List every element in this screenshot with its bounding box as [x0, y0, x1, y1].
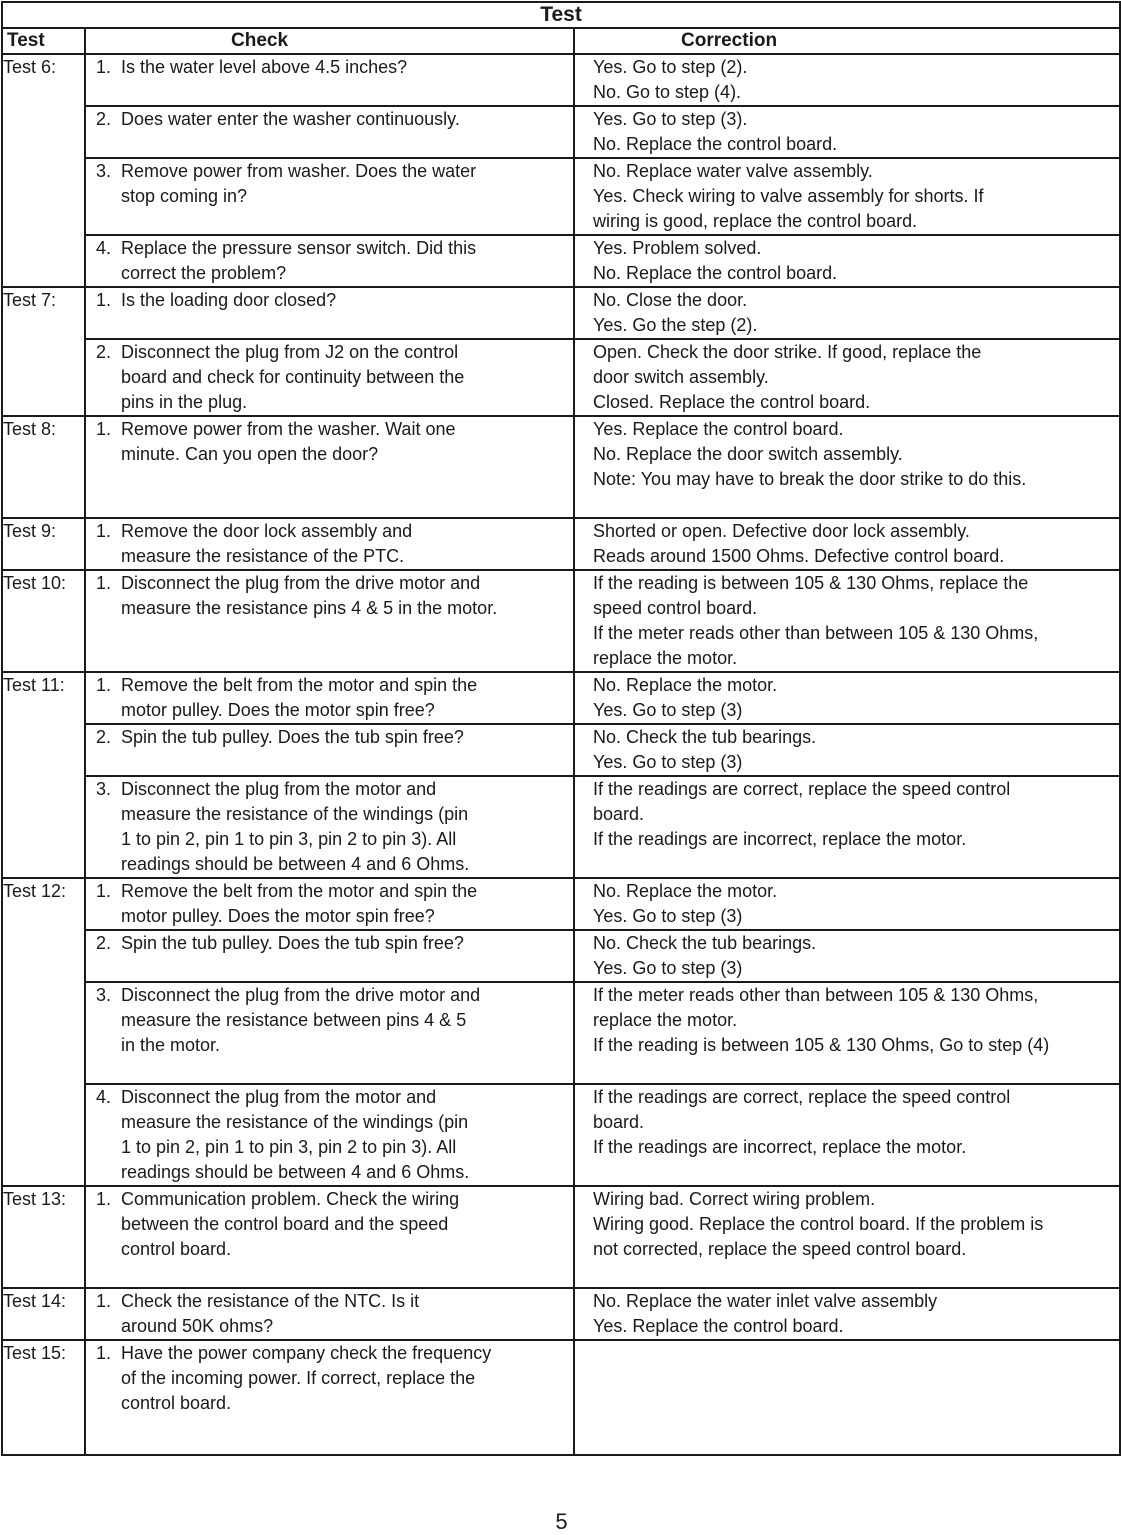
check-cell: [85, 570, 574, 672]
check-text: Spin the tub pulley. Does the tub spin free?: [121, 933, 464, 953]
table-row: [2, 416, 1120, 518]
check-cell: [85, 982, 574, 1084]
correction-cell: [574, 672, 1120, 724]
correction-text: Wiring good. Replace the control board. If the problem is: [593, 1214, 1044, 1234]
check-text: motor pulley. Does the motor spin free?: [121, 700, 435, 720]
check-text: board and check for continuity between the: [121, 367, 465, 387]
check-text: stop coming in?: [121, 186, 248, 206]
table-row: [2, 776, 1120, 878]
check-cell: [85, 1084, 574, 1186]
step-number: 3.: [96, 779, 112, 799]
check-cell: [85, 287, 574, 339]
check-text: measure the resistance between pins 4 & 5: [121, 1010, 467, 1030]
check-text: Disconnect the plug from the motor and: [121, 1087, 437, 1107]
correction-cell: [574, 339, 1120, 416]
check-text: Communication problem. Check the wiring: [121, 1189, 460, 1209]
table-row: [2, 672, 1120, 724]
correction-text: Yes. Go to step (3).: [593, 109, 748, 129]
step-number: 3.: [96, 161, 112, 181]
correction-text: Closed. Replace the control board.: [593, 392, 871, 412]
check-text: in the motor.: [121, 1035, 221, 1055]
step-number: 3.: [96, 985, 112, 1005]
check-text: Remove the door lock assembly and: [121, 521, 413, 541]
step-number: 1.: [96, 1189, 112, 1209]
check-cell: [85, 518, 574, 570]
header-check: Check: [85, 28, 574, 54]
header-correction: Correction: [574, 28, 1120, 54]
step-number: 2.: [96, 933, 112, 953]
check-text: minute. Can you open the door?: [121, 444, 379, 464]
test-table: [1, 1, 1121, 1456]
check-text: Spin the tub pulley. Does the tub spin free?: [121, 727, 464, 747]
table-row: [2, 158, 1120, 235]
test-rows: [2, 54, 1120, 1455]
table-row: [2, 724, 1120, 776]
correction-text: No. Replace the control board.: [593, 134, 838, 154]
test-label: Test 6:: [2, 54, 85, 287]
check-cell: [85, 1186, 574, 1288]
correction-text: If the readings are correct, replace the speed control: [593, 779, 1011, 799]
check-text: Is the loading door closed?: [121, 290, 337, 310]
check-text: of the incoming power. If correct, replace the: [121, 1368, 476, 1388]
correction-cell: [574, 235, 1120, 287]
correction-text: speed control board.: [593, 598, 758, 618]
test-label: Test 12:: [2, 878, 85, 1186]
check-text: control board.: [121, 1393, 232, 1413]
correction-text: Yes. Problem solved.: [593, 238, 762, 258]
table-row: [2, 982, 1120, 1084]
correction-text: Yes. Go to step (3): [593, 752, 743, 772]
correction-cell: [574, 724, 1120, 776]
step-number: 1.: [96, 881, 112, 901]
correction-cell: [574, 1084, 1120, 1186]
correction-cell: [574, 1288, 1120, 1340]
correction-cell: [574, 158, 1120, 235]
table-row: [2, 235, 1120, 287]
table-row: [2, 930, 1120, 982]
step-number: 1.: [96, 675, 112, 695]
table-row: [2, 287, 1120, 339]
table-row: [2, 1084, 1120, 1186]
check-text: Remove power from washer. Does the water: [121, 161, 477, 181]
correction-text: Yes. Go to step (2).: [593, 57, 748, 77]
check-cell: [85, 158, 574, 235]
check-text: measure the resistance of the windings (pin: [121, 804, 469, 824]
correction-cell: [574, 54, 1120, 106]
step-number: 1.: [96, 1343, 112, 1363]
step-number: 1.: [96, 290, 112, 310]
table-row: [2, 1288, 1120, 1340]
check-cell: [85, 878, 574, 930]
table-row: [2, 518, 1120, 570]
troubleshooting-document: [1, 1, 1119, 1534]
correction-text: Wiring bad. Correct wiring problem.: [593, 1189, 876, 1209]
table-row: [2, 106, 1120, 158]
correction-text: No. Replace the motor.: [593, 675, 778, 695]
check-text: readings should be between 4 and 6 Ohms.: [121, 1162, 470, 1182]
correction-text: If the meter reads other than between 105 & 130 Ohms,: [593, 623, 1039, 643]
correction-text: door switch assembly.: [593, 367, 769, 387]
correction-text: If the readings are incorrect, replace the motor.: [593, 829, 967, 849]
table-row: [2, 1186, 1120, 1288]
correction-text: If the meter reads other than between 105 & 130 Ohms,: [593, 985, 1039, 1005]
check-cell: [85, 416, 574, 518]
check-cell: [85, 930, 574, 982]
correction-text: board.: [593, 804, 645, 824]
correction-text: No. Check the tub bearings.: [593, 933, 817, 953]
correction-text: If the readings are incorrect, replace the motor.: [593, 1137, 967, 1157]
check-text: around 50K ohms?: [121, 1316, 274, 1336]
step-number: 1.: [96, 57, 112, 77]
check-cell: [85, 235, 574, 287]
check-text: pins in the plug.: [121, 392, 248, 412]
test-label: Test 7:: [2, 287, 85, 416]
check-text: Replace the pressure sensor switch. Did this: [121, 238, 477, 258]
correction-cell: [574, 416, 1120, 518]
correction-cell: [574, 518, 1120, 570]
correction-text: Shorted or open. Defective door lock assembly.: [593, 521, 970, 541]
step-number: 1.: [96, 521, 112, 541]
page-number: 5: [555, 1509, 568, 1534]
check-text: Disconnect the plug from J2 on the control: [121, 342, 459, 362]
check-text: Is the water level above 4.5 inches?: [121, 57, 408, 77]
correction-cell: [574, 1186, 1120, 1288]
correction-cell: [574, 570, 1120, 672]
correction-text: Yes. Go to step (3): [593, 906, 743, 926]
check-text: Does water enter the washer continuously.: [121, 109, 460, 129]
correction-text: No. Replace water valve assembly.: [593, 161, 873, 181]
check-text: Remove power from the washer. Wait one: [121, 419, 456, 439]
header-test: Test: [2, 28, 85, 54]
correction-text: Yes. Check wiring to valve assembly for shorts. If: [593, 186, 984, 206]
correction-text: Yes. Go to step (3): [593, 958, 743, 978]
correction-text: not corrected, replace the speed control board.: [593, 1239, 967, 1259]
table-row: [2, 339, 1120, 416]
check-text: readings should be between 4 and 6 Ohms.: [121, 854, 470, 874]
correction-text: replace the motor.: [593, 1010, 738, 1030]
check-text: measure the resistance of the windings (pin: [121, 1112, 469, 1132]
correction-text: Yes. Replace the control board.: [593, 419, 844, 439]
correction-cell: [574, 287, 1120, 339]
step-number: 1.: [96, 1291, 112, 1311]
check-cell: [85, 106, 574, 158]
correction-text: No. Replace the water inlet valve assembly: [593, 1291, 938, 1311]
correction-text: Yes. Go to step (3): [593, 700, 743, 720]
check-cell: [85, 672, 574, 724]
table-row: [2, 878, 1120, 930]
correction-cell: [574, 930, 1120, 982]
correction-cell: [574, 878, 1120, 930]
step-number: 2.: [96, 109, 112, 129]
step-number: 4.: [96, 238, 112, 258]
check-text: Check the resistance of the NTC. Is it: [121, 1291, 420, 1311]
correction-text: Open. Check the door strike. If good, replace the: [593, 342, 982, 362]
check-text: Have the power company check the frequency: [121, 1343, 492, 1363]
check-text: Disconnect the plug from the drive motor and: [121, 985, 481, 1005]
correction-text: Note: You may have to break the door strike to do this.: [593, 469, 1027, 489]
correction-text: wiring is good, replace the control board.: [593, 211, 918, 231]
check-cell: [85, 1340, 574, 1455]
step-number: 4.: [96, 1087, 112, 1107]
check-text: control board.: [121, 1239, 232, 1259]
step-number: 2.: [96, 727, 112, 747]
step-number: 1.: [96, 419, 112, 439]
check-cell: [85, 1288, 574, 1340]
test-label: Test 10:: [2, 570, 85, 672]
correction-cell: [574, 776, 1120, 878]
check-text: 1 to pin 2, pin 1 to pin 3, pin 2 to pin 3). All: [121, 829, 457, 849]
check-text: Remove the belt from the motor and spin the: [121, 881, 478, 901]
test-label: Test 11:: [2, 672, 85, 878]
check-text: between the control board and the speed: [121, 1214, 449, 1234]
correction-cell: [574, 106, 1120, 158]
correction-text: If the reading is between 105 & 130 Ohms, Go to step (4): [593, 1035, 1050, 1055]
correction-text: Yes. Replace the control board.: [593, 1316, 844, 1336]
test-label: Test 9:: [2, 518, 85, 570]
test-label: Test 15:: [2, 1340, 85, 1455]
test-label: Test 8:: [2, 416, 85, 518]
correction-text: No. Replace the motor.: [593, 881, 778, 901]
table-row: [2, 54, 1120, 106]
check-text: measure the resistance of the PTC.: [121, 546, 405, 566]
check-cell: [85, 339, 574, 416]
table-row: [2, 570, 1120, 672]
check-cell: [85, 724, 574, 776]
check-cell: [85, 54, 574, 106]
correction-text: Yes. Go the step (2).: [593, 315, 758, 335]
correction-text: If the reading is between 105 & 130 Ohms, replace the: [593, 573, 1029, 593]
correction-text: replace the motor.: [593, 648, 738, 668]
check-text: Disconnect the plug from the motor and: [121, 779, 437, 799]
check-text: 1 to pin 2, pin 1 to pin 3, pin 2 to pin 3). All: [121, 1137, 457, 1157]
correction-text: Reads around 1500 Ohms. Defective control board.: [593, 546, 1005, 566]
correction-text: No. Replace the door switch assembly.: [593, 444, 903, 464]
check-text: measure the resistance pins 4 & 5 in the motor.: [121, 598, 498, 618]
table-row: [2, 1340, 1120, 1455]
correction-text: No. Close the door.: [593, 290, 748, 310]
check-text: motor pulley. Does the motor spin free?: [121, 906, 435, 926]
check-text: correct the problem?: [121, 263, 287, 283]
correction-cell: [574, 982, 1120, 1084]
test-label: Test 14:: [2, 1288, 85, 1340]
test-label: Test 13:: [2, 1186, 85, 1288]
correction-text: No. Replace the control board.: [593, 263, 838, 283]
table-title: Test: [2, 2, 1120, 28]
check-text: Disconnect the plug from the drive motor and: [121, 573, 481, 593]
correction-text: No. Check the tub bearings.: [593, 727, 817, 747]
step-number: 2.: [96, 342, 112, 362]
check-text: Remove the belt from the motor and spin the: [121, 675, 478, 695]
correction-text: No. Go to step (4).: [593, 82, 742, 102]
header-row: [2, 28, 1120, 54]
correction-text: If the readings are correct, replace the speed control: [593, 1087, 1011, 1107]
correction-cell: [574, 1340, 1120, 1455]
step-number: 1.: [96, 573, 112, 593]
check-cell: [85, 776, 574, 878]
correction-text: board.: [593, 1112, 645, 1132]
